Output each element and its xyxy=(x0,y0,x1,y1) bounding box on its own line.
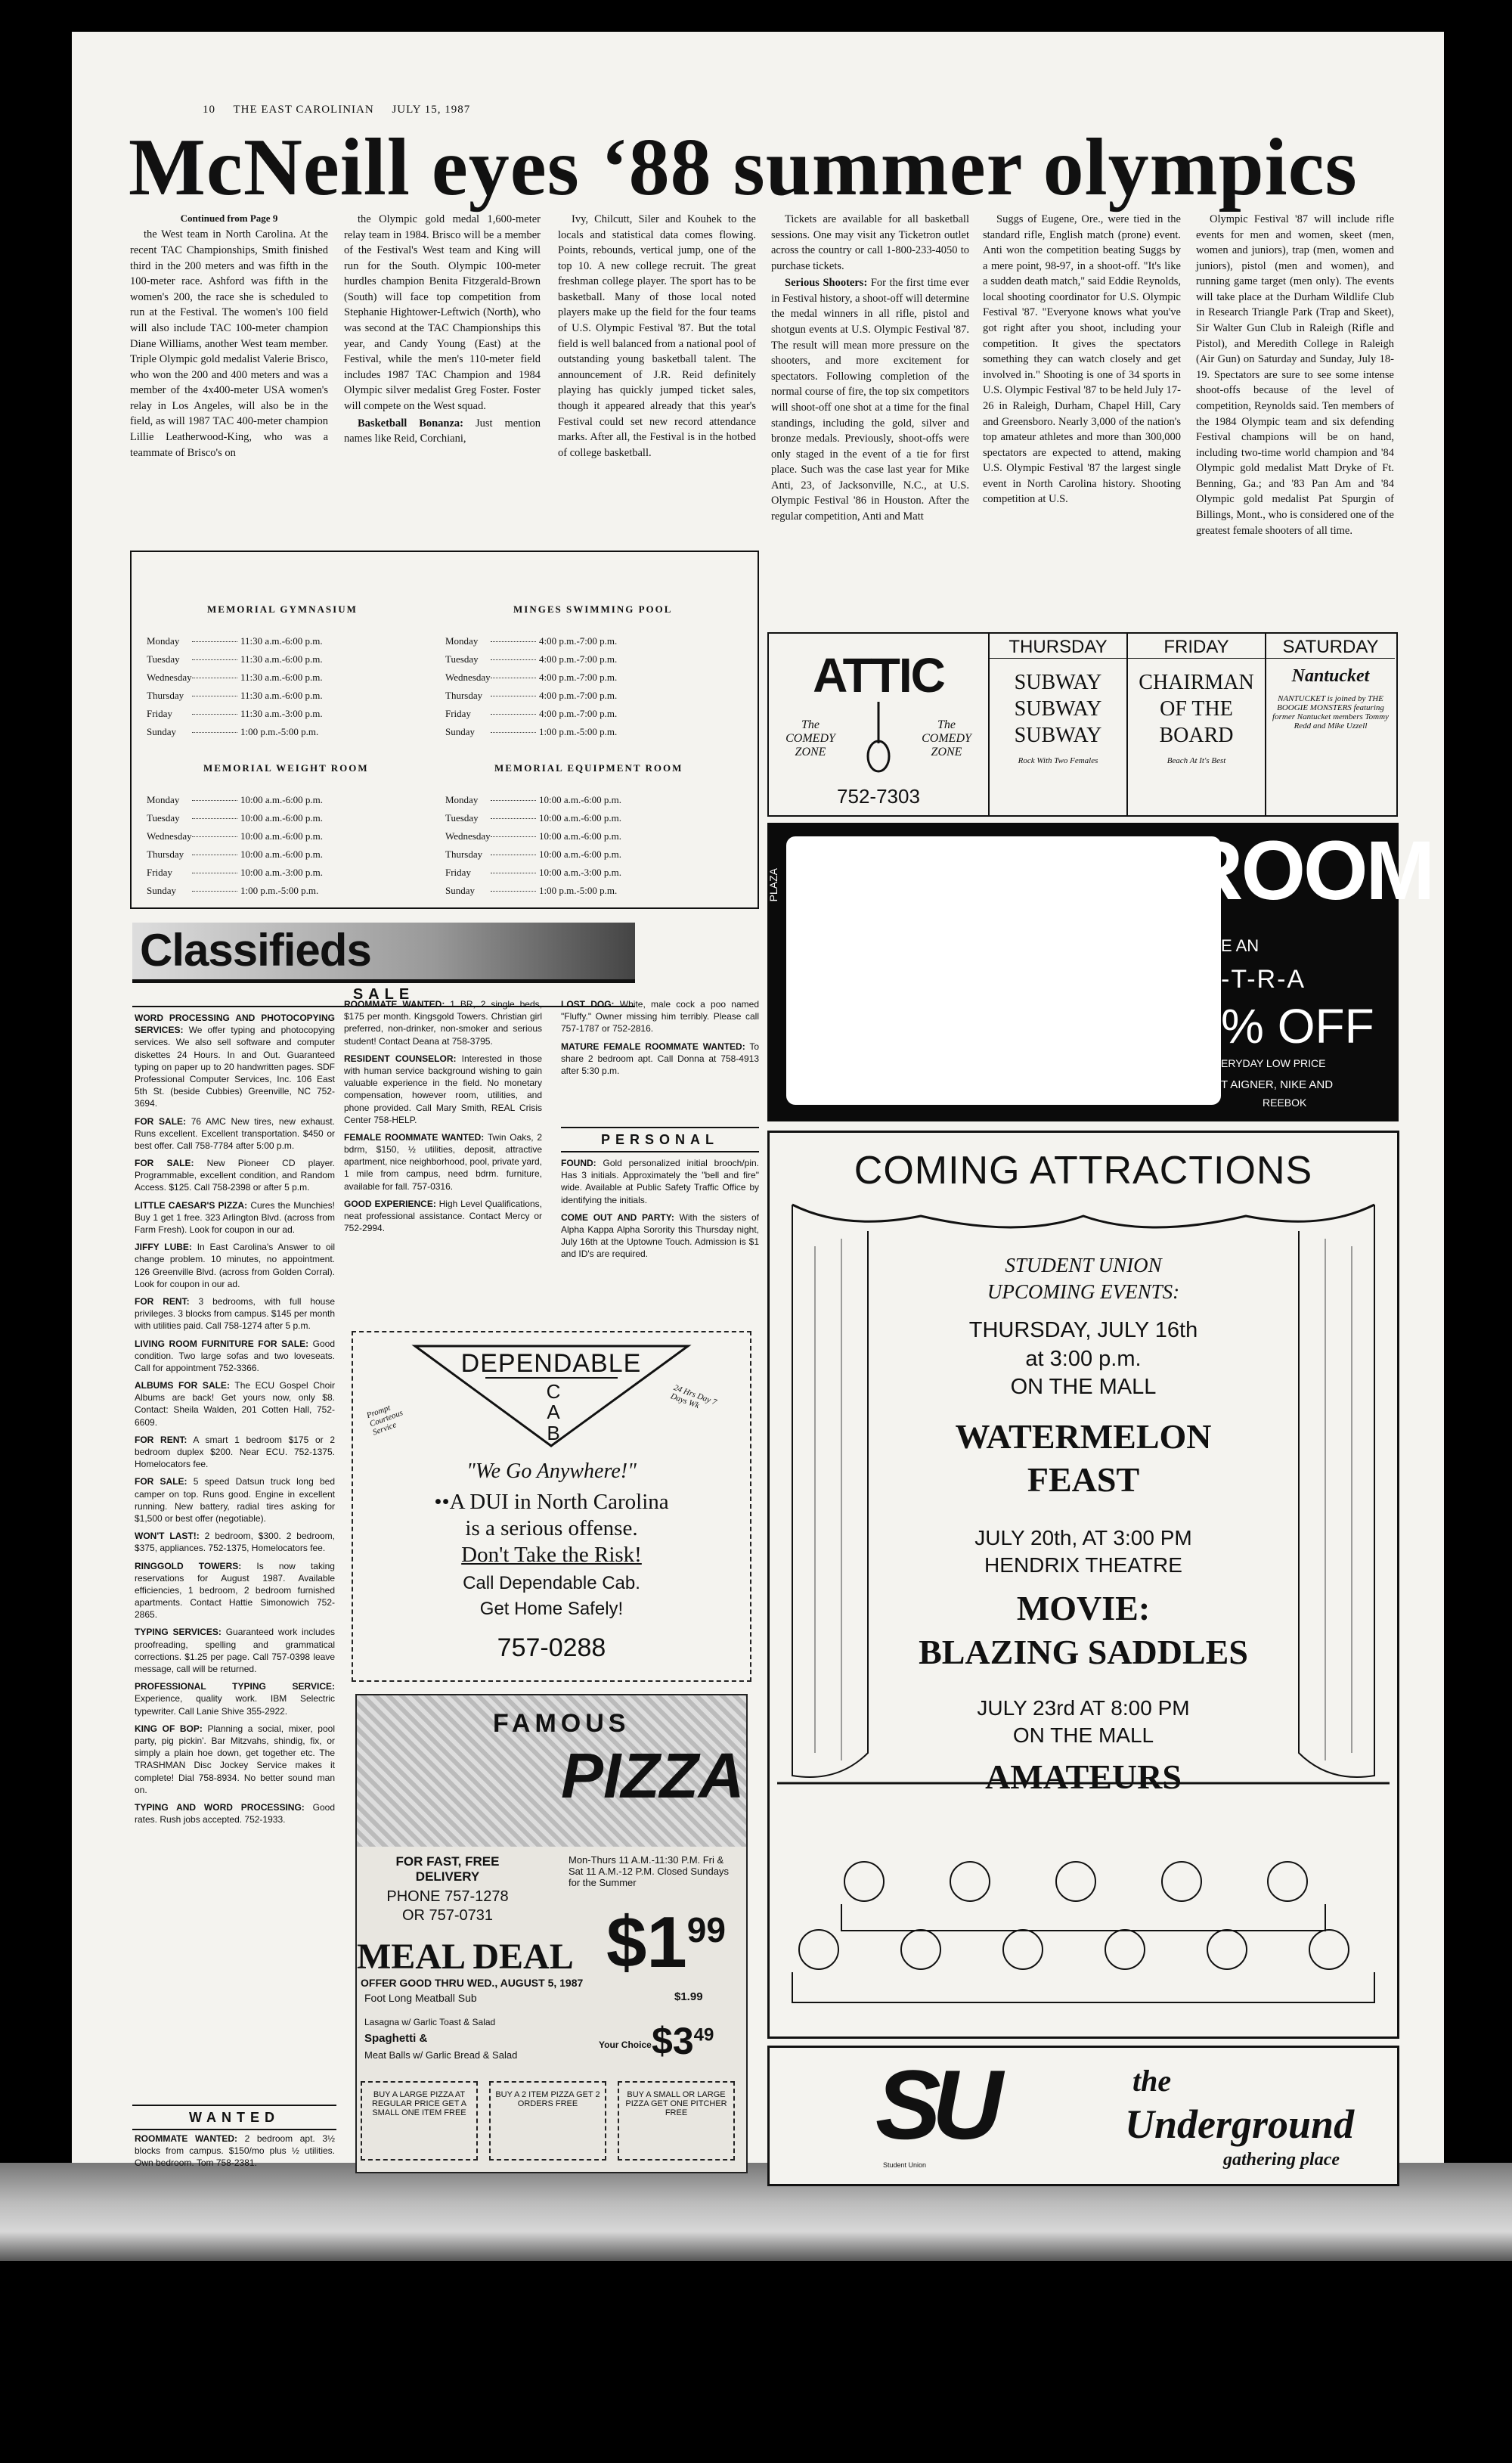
dot-leader xyxy=(491,659,536,660)
wanted-header: WANTED xyxy=(132,2105,336,2130)
attic-act: Nantucket xyxy=(1291,666,1370,686)
event-detail: THURSDAY, JULY 16th xyxy=(968,1318,1198,1342)
classified-ad xyxy=(135,1241,335,1290)
attic-note: Beach At It's Best xyxy=(1167,756,1226,765)
continued-line: Continued from Page 9 xyxy=(180,212,278,224)
schedule-day: Thursday xyxy=(147,848,184,860)
schedule-hours: 10:00 a.m.-6:00 p.m. xyxy=(240,830,324,842)
classified-body: With the sisters of Alpha Kappa Alpha Sorority this Thursday night, July 16th at the Uptowne Touch. Admission is $1 and ID's are required. xyxy=(561,1211,759,1260)
dot-leader xyxy=(192,659,237,660)
classified-head: RESIDENT COUNSELOR: xyxy=(344,1053,457,1064)
coupon[interactable]: BUY A LARGE PIZZA AT REGULAR PRICE GET A SMALL ONE ITEM FREE xyxy=(361,2081,478,2161)
dot-leader xyxy=(192,818,237,819)
cab-name: DEPENDABLE xyxy=(460,1349,642,1378)
classified-head: PROFESSIONAL TYPING SERVICE: xyxy=(135,1681,335,1692)
coming-sub: STUDENT UNION xyxy=(1005,1254,1162,1276)
classified-body: We offer typing and photocopying services. We also sell software and computer diskettes 24 Hours. In and Out. Guaranteed typing on paper up to 20 handwritten pages. SDF Professional Computer Services, Inc. 106 East 5th St. (beside Cubbies) Greenville, NC 752-3694. xyxy=(135,1025,335,1109)
schedule-row xyxy=(445,812,621,824)
ad-line: E AN xyxy=(1221,936,1259,955)
comedy-zone-right: The COMEDY ZONE xyxy=(922,718,971,758)
folio-page: 10 xyxy=(203,104,215,116)
pizza-sub: Foot Long Meatball Sub xyxy=(364,1992,477,2004)
article-column-1 xyxy=(130,212,328,538)
classified-ad xyxy=(135,1434,335,1471)
schedule-day: Friday xyxy=(445,708,471,719)
folio-date: JULY 15, 1987 xyxy=(392,104,471,116)
underground-the: the xyxy=(1132,2064,1172,2098)
coming-title: COMING ATTRACTIONS xyxy=(854,1149,1313,1193)
cab-letter: C xyxy=(546,1380,561,1403)
schedule-day: Friday xyxy=(445,867,471,878)
classified-body: Interested in those with human service background wishing to gain valuable experience in the field. No monetary compensation, however room, utilities, and phone provided. Call Mary Smith, REAL Crisis Center 758-HELP. xyxy=(344,1053,542,1125)
schedule-day: Tuesday xyxy=(445,812,479,824)
pizza-delivery: FOR FAST, FREE DELIVERY xyxy=(395,1854,500,1884)
schedule-hours: 1:00 p.m.-5:00 p.m. xyxy=(240,726,319,737)
classified-head: LIVING ROOM FURNITURE FOR SALE: xyxy=(135,1338,309,1349)
schedule-row xyxy=(147,653,323,665)
su-logo: SU xyxy=(875,2049,994,2160)
attic-ad xyxy=(767,632,1398,817)
attic-note: Rock With Two Females xyxy=(1018,756,1098,765)
classified-body: 76 AMC New tires, new exhaust. Runs excellent. Excellent transportation. $450 or best offer. Call 758-7784 after 5:00 p.m. xyxy=(135,1115,335,1151)
classified-ad xyxy=(135,1680,335,1717)
classified-head: RINGGOLD TOWERS: xyxy=(135,1560,242,1571)
cab-phone: 757-0288 xyxy=(497,1633,606,1662)
classified-ad xyxy=(344,1131,542,1193)
attic-phone: 752-7303 xyxy=(837,785,920,808)
classified-body: Guaranteed work includes proofreading, spelling and grammatical corrections. $1.25 per page. Call 757-0398 leave message, call will be returned. xyxy=(135,1627,335,1674)
article-text: For the first time ever in Festival history, a shoot-off will determine the medal winners in all rifle, pistol and shotgun events at U.S. Olympic Festival '87. The result will mean more pressure on the shooters, and more excitement for spectators. Following completion of the normal course of fire, the top six competitors will shoot-off one shot at a time for the final standings, including the gold, silver and bronze medals. Previously, shoot-offs were only staged in the event of a tie for first place. Such was the case last year for Mike Anti, 23, of Jacksonville, N.C., at U.S. Olympic Festival '86 in Houston. After the regular competition, Anti and Matt xyxy=(771,277,969,523)
event-title: WATERMELON xyxy=(955,1417,1212,1456)
classifieds-title: Classifieds xyxy=(140,925,371,976)
dot-leader xyxy=(491,891,536,892)
schedule-hours: 1:00 p.m.-5:00 p.m. xyxy=(240,885,319,896)
dot-leader xyxy=(491,732,536,733)
schedule-hours: 11:30 a.m.-6:00 p.m. xyxy=(240,690,323,701)
classified-ad xyxy=(561,1041,759,1078)
classified-body: High Level Qualifications, neat professional assistance. Contact Mercy or 752-2994. xyxy=(344,1198,542,1234)
article-text: Tickets are available for all basketball sessions. One may visit any Ticketron outlet across the country or call 1-800-233-4050 to purchase tickets. xyxy=(771,213,969,272)
schedule-hours: 10:00 a.m.-6:00 p.m. xyxy=(240,848,324,860)
pizza-combo: Spaghetti & xyxy=(364,2032,428,2045)
schedule-row xyxy=(445,653,617,665)
classified-ad xyxy=(135,1295,335,1332)
schedule-day: Monday xyxy=(445,794,479,805)
schedule-day: Sunday xyxy=(147,726,176,737)
classified-ad xyxy=(135,1115,335,1152)
attic-act: SUBWAY SUBWAY SUBWAY xyxy=(1014,671,1102,747)
schedule-hours: 4:00 p.m.-7:00 p.m. xyxy=(539,708,618,719)
classified-body: The ECU Gospel Choir Albums are back! Get yours now, only $8. Contact: Sheila Walden, 201 Cotten Hall, 752-6609. xyxy=(135,1380,335,1428)
schedule-hours: 10:00 a.m.-3:00 p.m. xyxy=(240,867,324,878)
schedule-row xyxy=(445,848,621,861)
classified-ad xyxy=(344,1198,542,1235)
classified-head: JIFFY LUBE: xyxy=(135,1242,192,1253)
classified-ad xyxy=(344,998,542,1047)
classified-column-2 xyxy=(344,998,542,1316)
event-title: BLAZING SADDLES xyxy=(919,1633,1248,1671)
famous-pizza-ad xyxy=(355,1694,748,2173)
classified-head: FOR RENT: xyxy=(135,1295,190,1307)
schedule-day: Monday xyxy=(147,794,180,805)
schedule-hours: 4:00 p.m.-7:00 p.m. xyxy=(539,672,618,683)
cab-letters xyxy=(542,1382,565,1444)
classified-body: Good rates. Rush jobs accepted. 752-1933. xyxy=(135,1801,335,1826)
schedule-row xyxy=(147,635,323,647)
schedule-row xyxy=(445,794,621,806)
schedule-title: MINGES SWIMMING POOL xyxy=(513,603,673,615)
price-cents: 49 xyxy=(693,2024,714,2046)
schedule-day: Tuesday xyxy=(445,653,479,665)
cab-letter: A xyxy=(547,1401,560,1424)
schedule-row xyxy=(445,830,621,842)
schedule-hours: 4:00 p.m.-7:00 p.m. xyxy=(539,635,618,647)
dot-leader xyxy=(192,891,237,892)
price-dollars: 1 xyxy=(646,1902,687,1983)
pizza-combo: Lasagna w/ Garlic Toast & Salad xyxy=(364,2017,496,2027)
schedule-row xyxy=(147,690,323,702)
meal-deal: MEAL DEAL xyxy=(357,1937,574,1977)
schedule-hours: 10:00 a.m.-6:00 p.m. xyxy=(240,794,324,805)
article-column-4 xyxy=(771,212,969,624)
dot-leader xyxy=(491,800,536,801)
schedule-hours: 10:00 a.m.-6:00 p.m. xyxy=(240,812,324,824)
personal-ads xyxy=(561,1157,759,1316)
schedule-day: Sunday xyxy=(147,885,176,896)
underground-name: Underground xyxy=(1125,2102,1355,2147)
pizza-hours: Mon-Thurs 11 A.M.-11:30 P.M. Fri & Sat 11 A.M.-12 P.M. Closed Sundays for the Summer xyxy=(569,1854,729,1888)
schedule-row xyxy=(147,708,323,720)
pizza-phone: OR 757-0731 xyxy=(401,1907,494,1924)
classified-ad xyxy=(561,1211,759,1261)
schedule-day: Thursday xyxy=(445,848,483,860)
article-column-2 xyxy=(344,212,541,538)
schedule-day: Tuesday xyxy=(147,653,180,665)
classified-ad xyxy=(561,1157,759,1206)
classified-head: COME OUT AND PARTY: xyxy=(561,1211,674,1223)
classified-ad xyxy=(135,1626,335,1675)
article-text: the Olympic gold medal 1,600-meter relay team in 1984. Brisco will be a member of the Festival's West team and King will run for the South. Olympic 100-meter hurdles champion Benita Fitzgerald-Brown (South) will face top competition from Stephanie Hightower-Leftwich (North), who was second at the TAC Championships this year, and Candy Young (East) at the Festival, while the men's 110-meter field includes 1987 TAC Champion and 1984 Olympic silver medalist Greg Foster. Foster will compete on the West squad. xyxy=(344,213,541,412)
meal-deal-price: $\$1^{99}$ xyxy=(606,1902,726,1983)
article-text: Ivy, Chilcutt, Siler and Kouhek to the locals and statistical data comes flowing. Points, rebounds, vertical jump, one of the top 10. A new college recruit. The great freshman college player. The sport has to be basketball. Many of those local noted players make up the field for the four teams of U.S. Olympic Festival '87. But the total field is well balanced from a national pool of outstanding young basketball talent. The announcement of J.R. Reid definitely playing has quickly jumped ticket sales, though it appeared already that this year's Festival could set new record attendance marks. After all, the Festival is in the hotbed of college basketball. xyxy=(558,213,756,459)
attic-logo-panel xyxy=(769,634,990,815)
schedule-day: Monday xyxy=(147,635,180,647)
schedule-row xyxy=(147,672,323,684)
schedule-hours: 1:00 p.m.-5:00 p.m. xyxy=(539,726,618,737)
schedule-day: Sunday xyxy=(445,885,475,896)
classified-body: Cures the Munchies! Buy 1 get 1 free. 323 Arlington Blvd. (across from Farm Fresh). Look for coupon in our ad. xyxy=(135,1199,335,1235)
schedule-day: Friday xyxy=(147,708,172,719)
classified-body: A smart 1 bedroom $175 or 2 bedroom duplex $200. Near ECU. 752-1375. Homelocators fee. xyxy=(135,1434,336,1470)
ad-line: -T-R-A xyxy=(1221,965,1306,994)
classified-body: 2 bedroom apt. 3½ blocks from campus. $150/mo plus ½ utilities. Own bedroom. Tom 758-2381. xyxy=(135,2133,336,2169)
sale-header: SALE xyxy=(132,982,635,1007)
classified-head: LOST DOG: xyxy=(561,999,615,1010)
classified-head: FOR SALE: xyxy=(135,1476,187,1487)
attic-day-column xyxy=(990,634,1128,815)
classified-head: FOR SALE: xyxy=(135,1115,187,1127)
price-cents: 99 xyxy=(686,1910,726,1950)
price-dollars: 3 xyxy=(672,2020,694,2062)
classified-ad xyxy=(135,1723,335,1796)
classified-body: Is now taking reservations for August 1987. Available efficiencies, 1 bedroom, 2 bedroom furnished apartments. Contact Hattie Simonowich 752-2865. xyxy=(135,1560,335,1621)
classified-head: ROOMMATE WANTED: xyxy=(135,2133,237,2144)
cab-line: is a serious offense. xyxy=(465,1516,638,1540)
cab-line: Call Dependable Cab. xyxy=(463,1573,640,1593)
schedule-day: Wednesday xyxy=(445,830,491,842)
attic-note: NANTUCKET is joined by THE BOOGIE MONSTERS featuring former Nantucket members Tommy Redd and Mike Uzzell xyxy=(1272,694,1389,731)
classified-ad xyxy=(135,2133,335,2170)
schedule-row xyxy=(147,885,318,897)
schedule-day: Tuesday xyxy=(147,812,180,824)
schedule-hours: 10:00 a.m.-6:00 p.m. xyxy=(539,848,622,860)
classified-body: Good condition. Two large sofas and two loveseats. Call for appointment 752-3366. xyxy=(135,1338,335,1373)
article-text: Suggs of Eugene, Ore., were tied in the standard rifle, English match (prone) event. Anti won the competition beating Suggs by a mere point, 98-97, in a shoot-off. "It's like a sudden death match," said Eddie Reynolds, local shooting coordinator for U.S. Olympic Festival '87. "Everyone knows what you've got right after you shoot, including your competition. It gives the spectators something they can watch closely and get involved in." Shooting is one of 34 sports in U.S. Olympic Festival '87 to be held July 17-26 in Raleigh, Durham, Chapel Hill, Cary and Greensboro. Nearly 3,000 of the nation's top amateur athletes and more than 300,000 spectators are expected to attend, making U.S. Olympic Festival '87 the largest single event in North Carolina history. Shooting competition at U.S. xyxy=(983,213,1181,506)
classified-head: KING OF BOP: xyxy=(135,1723,203,1734)
schedule-day: Friday xyxy=(147,867,172,878)
classified-head: TYPING SERVICES: xyxy=(135,1627,222,1638)
classified-ad xyxy=(135,1530,335,1554)
dot-leader xyxy=(192,836,237,837)
classified-head: ALBUMS FOR SALE: xyxy=(135,1380,230,1391)
classified-head: LITTLE CAESAR'S PIZZA: xyxy=(135,1199,248,1211)
classified-body: 1 BR, 2 single beds, $175 per month. Kingsgold Towers. Christian girl preferred, non-drinker, non-smoker and serious student! Contact Deana at 758-3795. xyxy=(344,999,542,1047)
coupon[interactable]: BUY A 2 ITEM PIZZA GET 2 ORDERS FREE xyxy=(489,2081,606,2161)
pizza-combo: Meat Balls w/ Garlic Bread & Salad xyxy=(364,2049,518,2061)
cab-letter: B xyxy=(547,1421,560,1444)
cab-tagline-left: Prompt Courteous Service xyxy=(365,1403,404,1438)
classified-ad xyxy=(561,998,759,1035)
classified-head: FEMALE ROOMMATE WANTED: xyxy=(344,1131,485,1143)
pizza-choice: Your Choice xyxy=(599,2040,652,2050)
comedy-zone-left: The COMEDY ZONE xyxy=(785,718,835,758)
coming-attractions-ad xyxy=(767,1131,1399,2039)
facility-schedule-box xyxy=(130,551,759,909)
banner-text: ROOM xyxy=(1183,824,1433,917)
classified-head: FOUND: xyxy=(561,1158,596,1168)
event-detail: JULY 23rd AT 8:00 PM xyxy=(977,1696,1190,1720)
attic-day: FRIDAY xyxy=(1128,637,1265,659)
classified-ad xyxy=(135,1338,335,1375)
article-text: the West team in North Carolina. At the recent TAC Championships, Smith finished third in the 200 meters and was fifth in the 100-meter race. Ashford was fifth in the women's 200, the race she is scheduled to run at the Festival. The women's 100 field will also include TAC 100-meter champion Diane Williams, another West team member. Triple Olympic gold medalist Valerie Brisco, who won the 200 and 400 meters and was a member of the 4x400-meter USA women's relay in Los Angeles, will also be in the field, as will 1987 TAC 400-meter champion Lillie Leatherwood-King, who was a teammate of Brisco's on xyxy=(130,228,328,459)
attic-day-column xyxy=(1128,634,1266,815)
schedule-hours: 4:00 p.m.-7:00 p.m. xyxy=(539,653,618,665)
classified-body: To share 2 bedroom apt. Call Donna at 758-4913 after 5:30 p.m. xyxy=(561,1041,759,1076)
schedule-row xyxy=(445,708,617,720)
classified-body: Gold personalized initial brooch/pin. Has 3 initials. Approximately the "bell and fire" wide. Available at Public Safety Traffic Office by identifying the initials. xyxy=(561,1158,759,1205)
coupon[interactable]: BUY A SMALL OR LARGE PIZZA GET ONE PITCHER FREE xyxy=(618,2081,735,2161)
event-title: FEAST xyxy=(1027,1460,1140,1499)
folio-paper: THE EAST CAROLINIAN xyxy=(233,104,374,116)
event-detail: at 3:00 p.m. xyxy=(1025,1347,1142,1371)
pizza-coupons xyxy=(361,2081,739,2164)
article-column-6 xyxy=(1196,212,1394,624)
schedule-hours: 4:00 p.m.-7:00 p.m. xyxy=(539,690,618,701)
schedule-row xyxy=(147,726,318,738)
dot-leader xyxy=(192,714,237,715)
attic-day: SATURDAY xyxy=(1266,637,1395,659)
classified-head: GOOD EXPERIENCE: xyxy=(344,1198,436,1209)
ad-line: REEBOK xyxy=(1263,1097,1307,1109)
schedule-day: Thursday xyxy=(147,690,184,701)
ad-line: ERYDAY LOW PRICE xyxy=(1221,1057,1326,1069)
classified-ad xyxy=(135,1801,335,1826)
dependable-cab-ad xyxy=(352,1331,751,1682)
schedule-hours: 10:00 a.m.-6:00 p.m. xyxy=(539,830,622,842)
event-detail: JULY 20th, AT 3:00 PM xyxy=(974,1526,1192,1549)
classified-head: WON'T LAST!: xyxy=(135,1531,200,1542)
article-text: Just mention names like Reid, Corchiani, xyxy=(344,417,541,445)
classified-column-3 xyxy=(561,998,759,1131)
pizza-brand: PIZZA xyxy=(561,1740,745,1811)
coming-sub: UPCOMING EVENTS: xyxy=(987,1280,1180,1303)
classifieds-banner xyxy=(132,923,635,982)
classified-body: In East Carolina's Answer to oil change problem. 10 minutes, no appointment. 126 Greenville Blvd. (across from Golden Corral). Look for coupon in our ad. xyxy=(135,1242,335,1289)
classified-head: MATURE FEMALE ROOMMATE WANTED: xyxy=(561,1041,745,1052)
underground-sub: gathering place xyxy=(1223,2150,1340,2170)
schedule-day: Thursday xyxy=(445,690,483,701)
event-detail: HENDRIX THEATRE xyxy=(984,1553,1182,1577)
classified-ad xyxy=(344,1053,542,1126)
event-detail: ON THE MALL xyxy=(1012,1723,1154,1747)
classified-body: 2 bedroom, $300. 2 bedroom, $375, appliances. 752-1375, Homelocators fee. xyxy=(135,1531,335,1554)
attic-logo: ATTIC xyxy=(813,648,944,703)
subhead: Basketball Bonanza: xyxy=(358,417,464,430)
classified-ad xyxy=(135,1012,335,1110)
dot-leader xyxy=(491,818,536,819)
dot-leader xyxy=(491,641,536,642)
classified-head: ROOMMATE WANTED: xyxy=(344,999,445,1010)
pizza-sub-price: $1.99 xyxy=(674,1990,703,2003)
classified-body: Twin Oaks, 2 bdrm, $150, ½ utilities, deposit, attractive apartment, nice neighborhood, pool, private yard, 1 mile from campus, need bdrm. furniture, available for fall. 757-0316. xyxy=(344,1131,543,1192)
schedule-hours: 10:00 a.m.-3:00 p.m. xyxy=(539,867,622,878)
ad-discount: % OFF xyxy=(1221,999,1374,1053)
pizza-price-2: $\$3^{49}$ xyxy=(652,2020,714,2062)
classified-body: 5 speed Datsun truck long bed camper on top. Runs good. Engine in excellent running. New battery, radial tires asking for $1,500 or best offer (negotiable). xyxy=(135,1476,336,1524)
schedule-row xyxy=(445,726,617,738)
classified-ad xyxy=(135,1475,335,1525)
classified-body: 3 bedrooms, with full house privileges. 3 blocks from campus. $145 per month with utilities paid. Call 758-1274 after 5 p.m. xyxy=(135,1295,335,1332)
side-text: PLAZA xyxy=(767,868,779,902)
su-tagline: Student Union xyxy=(883,2161,927,2169)
noose-icon xyxy=(860,702,897,777)
schedule-day: Sunday xyxy=(445,726,475,737)
pizza-offer: OFFER GOOD THRU WED., AUGUST 5, 1987 xyxy=(361,1977,584,1989)
plaza-shoe-ad xyxy=(767,823,1433,1121)
classified-body: White, male cock a poo named "Fluffy." Owner missing him terribly. Please call 757-1787 or 752-2816. xyxy=(561,999,759,1035)
schedule-row xyxy=(147,848,323,861)
article-text: Olympic Festival '87 will include rifle events for men and women, skeet (men, women and juniors), trap (men, women and juniors), pistol (men and women), and running game target (men only). The events will take place at the Durham Wildlife Club in Research Triangle Park (Trap and Skeet), Sir Walter Gun Club in Raleigh (Rifle and Pistol), and Meredith College in Raleigh (Air Gun) on Saturday and Sunday, July 18-19. Spectators are sure to see some intense shoot-offs because of the level of competition, Reynolds said. Ten members of the 1984 Olympic team and six defending Festival champions will be on hand, including two-time world champion and '84 Olympic gold medalist Matt Dryke of Ft. Benning, Ga.; and '83 Pan Am and '84 Olympic gold medalist Pat Spurgin of Billings, Mont., who is considered one of the greatest female shooters of all time. xyxy=(1196,213,1394,537)
pizza-brand-top: FAMOUS xyxy=(493,1709,631,1738)
cab-line: ••A DUI in North Carolina xyxy=(434,1490,669,1514)
schedule-title: MEMORIAL WEIGHT ROOM xyxy=(203,762,369,774)
classified-head: FOR RENT: xyxy=(135,1434,187,1445)
classified-ad xyxy=(135,1199,335,1236)
schedule-row xyxy=(445,690,617,702)
classified-head: FOR SALE: xyxy=(135,1158,194,1169)
cab-tagline-right: 24 Hrs Day 7 Days Wk xyxy=(669,1383,718,1411)
dot-leader xyxy=(192,800,237,801)
schedule-hours: 11:30 a.m.-6:00 p.m. xyxy=(240,653,323,665)
cab-line: Don't Take the Risk! xyxy=(461,1543,642,1567)
attic-act: CHAIRMAN OF THE BOARD xyxy=(1139,671,1254,747)
student-union-underground-ad xyxy=(767,2046,1399,2186)
dot-leader xyxy=(192,641,237,642)
classified-body: New Pioneer CD player. Programmable, excellent condition, and Random Access. $125. Call 758-2398 or after 5 p.m. xyxy=(135,1158,335,1193)
folio xyxy=(203,104,470,116)
schedule-day: Wednesday xyxy=(147,672,192,683)
ad-line: T AIGNER, NIKE AND xyxy=(1221,1078,1334,1091)
schedule-hours: 11:30 a.m.-3:00 p.m. xyxy=(240,708,323,719)
ad-cutout xyxy=(786,836,1221,1105)
schedule-row xyxy=(147,794,323,806)
classified-head: WORD PROCESSING AND PHOTOCOPYING SERVICES: xyxy=(135,1013,335,1036)
schedule-hours: 1:00 p.m.-5:00 p.m. xyxy=(539,885,618,896)
schedule-row xyxy=(147,830,323,842)
wanted-ads xyxy=(135,2133,335,2178)
subhead: Serious Shooters: xyxy=(785,277,868,290)
personal-header: PERSONAL xyxy=(561,1127,759,1152)
schedule-title: MEMORIAL GYMNASIUM xyxy=(207,603,358,615)
schedule-hours: 10:00 a.m.-6:00 p.m. xyxy=(539,794,622,805)
attic-day: THURSDAY xyxy=(990,637,1126,659)
schedule-title: MEMORIAL EQUIPMENT ROOM xyxy=(494,762,683,774)
schedule-hours: 11:30 a.m.-6:00 p.m. xyxy=(240,672,323,683)
event-title: AMATEURS xyxy=(985,1757,1182,1796)
schedule-hours: 10:00 a.m.-6:00 p.m. xyxy=(539,812,622,824)
schedule-hours: 11:30 a.m.-6:00 p.m. xyxy=(240,635,323,647)
dot-leader xyxy=(491,714,536,715)
schedule-row xyxy=(147,812,323,824)
classified-body: Planning a social, mixer, pool party, pig pickin'. Bar Mitzvahs, shindig, fix, or simply a plain hoe down, get together etc. The TRASHMAN Disc Jockey Service makes it complete! Dial 758-8934. No better sound man on. xyxy=(135,1723,335,1795)
classified-head: TYPING AND WORD PROCESSING: xyxy=(135,1801,305,1813)
schedule-row xyxy=(445,867,621,879)
cab-slogan: "We Go Anywhere!" xyxy=(466,1459,637,1483)
article-column-3 xyxy=(558,212,756,538)
cab-line: Get Home Safely! xyxy=(479,1599,624,1619)
classified-body: Experience, quality work. IBM Selectric typewriter. Call Lanie Shive 355-2922. xyxy=(135,1693,335,1717)
attic-day-column xyxy=(1266,634,1395,815)
schedule-row xyxy=(445,672,617,684)
dot-leader xyxy=(192,732,237,733)
schedule-day: Wednesday xyxy=(147,830,192,842)
classified-ad xyxy=(135,1379,335,1428)
schedule-row xyxy=(147,867,323,879)
schedule-day: Monday xyxy=(445,635,479,647)
article-column-5 xyxy=(983,212,1181,624)
dot-leader xyxy=(491,836,536,837)
schedule-row xyxy=(445,635,617,647)
event-title: MOVIE: xyxy=(1016,1589,1151,1627)
classified-column-1 xyxy=(135,1012,335,2101)
schedule-day: Wednesday xyxy=(445,672,491,683)
schedule-row xyxy=(445,885,617,897)
classified-ad xyxy=(135,1560,335,1621)
classified-ad xyxy=(135,1157,335,1194)
event-detail: ON THE MALL xyxy=(1010,1375,1157,1399)
headline: McNeill eyes ‘88 summer olympics xyxy=(129,123,1358,212)
pizza-phone: PHONE 757-1278 xyxy=(386,1888,509,1905)
